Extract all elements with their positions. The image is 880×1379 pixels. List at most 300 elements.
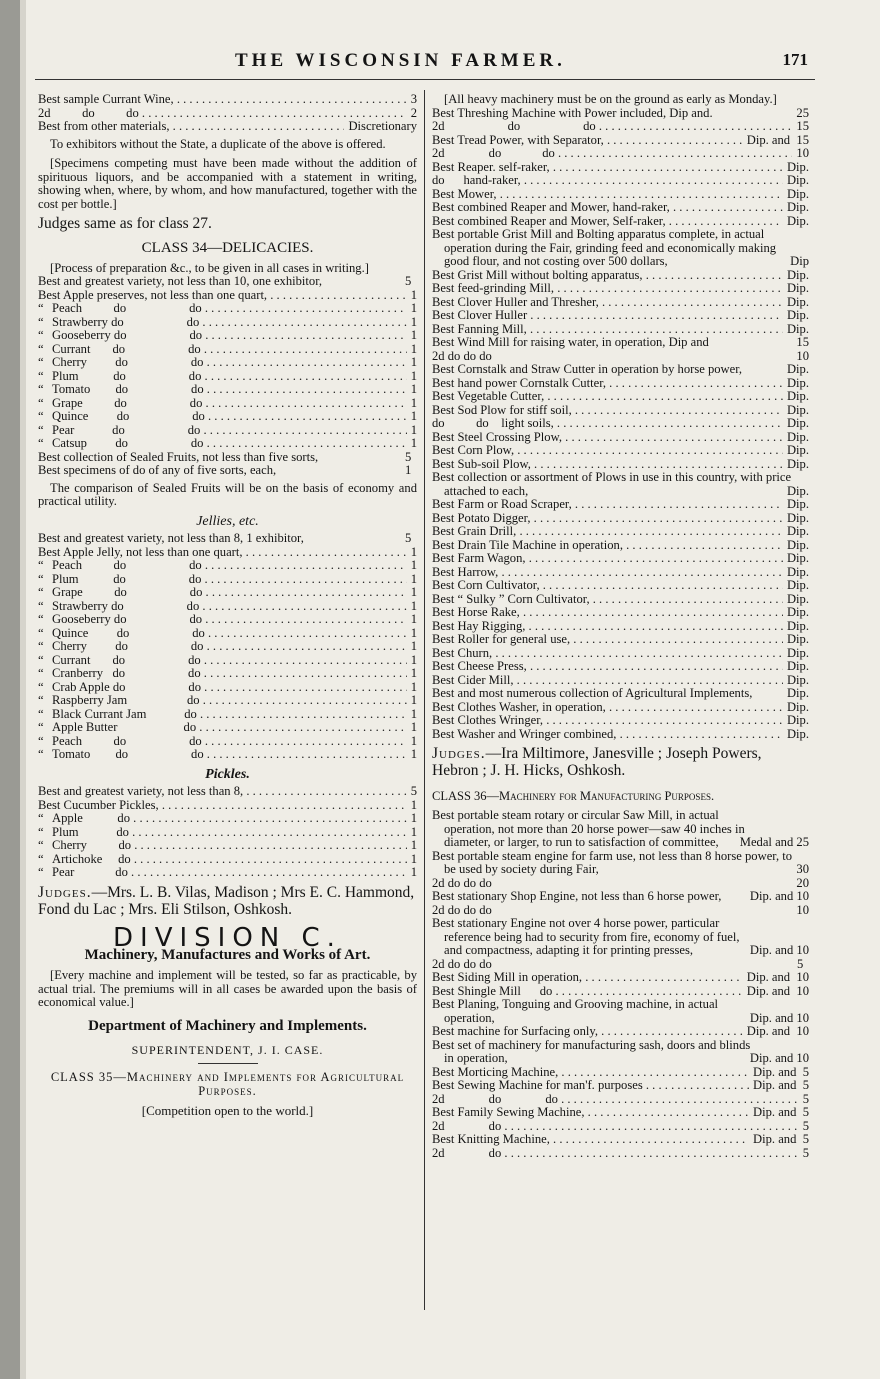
ditto-mark: “ xyxy=(38,866,44,879)
premium-label: Best Farm or Road Scraper, xyxy=(432,498,572,511)
premium-row xyxy=(38,424,417,438)
header-rule xyxy=(35,79,815,80)
premium-label: Best Corn Plow, xyxy=(432,444,515,457)
premium-row xyxy=(432,269,809,283)
exhibitors-note: To exhibitors without the State, a duplicate of the above is offered. xyxy=(50,136,386,151)
premium-row xyxy=(432,917,809,958)
ditto-mark: “ xyxy=(38,342,44,356)
premium-row xyxy=(432,350,809,364)
premium-row xyxy=(432,471,809,498)
premium-row xyxy=(38,640,417,654)
premium-amount: Dip. xyxy=(786,417,809,430)
premium-row xyxy=(38,785,417,799)
division-c-heading: DIVISION C. xyxy=(113,922,342,953)
ditto-mark: “ xyxy=(38,559,44,572)
premium-amount: Dip. xyxy=(786,309,809,322)
premium-row xyxy=(38,799,417,813)
premium-label: Best collection of Sealed Fruits, not less than five sorts, xyxy=(38,449,319,464)
premium-label: Grape do do xyxy=(52,396,203,410)
judges-names: —Mrs. L. B. Vilas, Madison ; Mrs E. C. Hammond, Fond du Lac ; Mrs. Eli Stilson, Oshkosh. xyxy=(38,883,415,918)
ditto-mark: “ xyxy=(38,572,44,586)
premium-row xyxy=(432,633,809,647)
premium-label: Tomato do do xyxy=(52,383,204,396)
ditto-mark: “ xyxy=(38,423,44,437)
premium-row xyxy=(432,958,809,972)
premium-row xyxy=(432,282,809,296)
premium-label: Plum do do xyxy=(52,572,202,586)
premium-row xyxy=(38,370,417,384)
division-c-note: [Every machine and implement will be tested, so far as practicable, by actual trial. The premiums will in all cases be awarded upon the basis of economical value.] xyxy=(38,968,417,1009)
premium-row xyxy=(432,985,809,999)
ditto-mark: “ xyxy=(38,410,44,423)
premium-label: Best stationary Engine not over 4 horse power, particular reference being had to security from fire, economy of fuel, and compactness, adapting it for printing presses, xyxy=(432,916,740,957)
premium-label: Best from other materials, xyxy=(38,120,170,133)
premium-amount: 1 xyxy=(410,748,417,761)
premium-label: Best Mower, xyxy=(432,187,497,201)
premium-amount: Dip. and 10 xyxy=(746,984,809,998)
premium-amount: 1 xyxy=(410,707,417,721)
premium-label: Best Planing, Tonguing and Grooving machine, in actual operation, xyxy=(432,997,719,1025)
premium-amount: Dip. and 5 xyxy=(753,1133,809,1146)
running-header xyxy=(30,50,820,74)
premium-row xyxy=(38,735,417,749)
premium-amount: Dip. and 10 xyxy=(746,1025,809,1038)
premium-row xyxy=(432,134,809,148)
premium-row xyxy=(38,289,417,303)
premium-row xyxy=(38,397,417,411)
premium-label: Best Farm Wagon, xyxy=(432,552,526,565)
premium-label: Best feed-grinding Mill, xyxy=(432,282,555,295)
pickles-heading: Pickles. xyxy=(205,766,250,782)
premium-label: Raspberry Jam do xyxy=(52,694,200,707)
premium-row xyxy=(38,546,417,560)
premium-label: Catsup do do xyxy=(52,437,204,450)
premium-row xyxy=(432,525,809,539)
premium-row xyxy=(38,559,417,573)
premium-label: Best Sod Plow for stiff soil, xyxy=(432,403,572,417)
premium-amount: 1 xyxy=(410,423,417,437)
premium-label: Cherry do xyxy=(52,839,132,852)
premium-row xyxy=(432,714,809,728)
premium-row xyxy=(38,721,417,735)
premium-label: Best Wind Mill for raising water, in operation, Dip and xyxy=(432,335,709,349)
premium-label: Best hand power Cornstalk Cutter, xyxy=(432,376,607,390)
wine-premium-list xyxy=(38,93,417,134)
ditto-mark: “ xyxy=(38,653,44,667)
premium-label: Best Apple preserves, not less than one quart, xyxy=(38,288,268,302)
premium-label: Best Harrow, xyxy=(432,565,499,579)
premium-amount: 2 xyxy=(410,106,417,120)
left-column xyxy=(38,93,417,1124)
premium-row xyxy=(432,336,809,350)
premium-label: Best Clover Huller and Thresher, xyxy=(432,295,599,309)
premium-row xyxy=(432,309,809,323)
premium-label: 2d do xyxy=(432,1119,502,1133)
premium-label: Best set of machinery for manufacturing sash, doors and blinds in operation, xyxy=(432,1037,751,1065)
premium-amount: 10 xyxy=(796,147,809,160)
premium-amount: Dip. xyxy=(786,525,809,538)
premium-row xyxy=(38,866,417,880)
judges-pickles xyxy=(38,884,417,918)
premium-label: Peach do do xyxy=(52,302,202,315)
premium-row xyxy=(432,363,809,377)
premium-row xyxy=(432,660,809,674)
premium-label: Apple Butter do xyxy=(52,721,197,734)
premium-row xyxy=(432,904,809,918)
premium-row xyxy=(38,627,417,641)
ditto-mark: “ xyxy=(38,852,44,866)
premium-amount: 30 xyxy=(796,862,809,876)
premium-label: Currant do do xyxy=(52,342,201,356)
premium-label: Best combined Reaper and Mower, hand-raker, xyxy=(432,201,670,214)
class-35-premium-list xyxy=(432,107,809,742)
premium-amount: 1 xyxy=(410,680,417,694)
premium-label: Best Fanning Mill, xyxy=(432,322,527,336)
premium-amount: 5 xyxy=(802,1092,809,1106)
premium-row xyxy=(38,383,417,397)
premium-label: Best Family Sewing Machine, xyxy=(432,1106,585,1119)
premium-amount: 3 xyxy=(410,93,417,106)
premium-label: Best specimens of do of any of five sorts, each, xyxy=(38,463,277,477)
premium-row xyxy=(38,437,417,451)
premium-label: Best Threshing Machine with Power included, Dip and. xyxy=(432,105,713,120)
premium-label: Best Washer and Wringer combined, xyxy=(432,727,617,741)
premium-label: Best Grist Mill without bolting apparatus, xyxy=(432,268,643,282)
premium-amount: 20 xyxy=(796,875,809,890)
premium-row xyxy=(38,600,417,614)
page-edge-shadow xyxy=(20,0,26,1379)
premium-amount: Dip. xyxy=(786,483,809,498)
premium-amount: Dip. xyxy=(786,214,809,228)
premium-amount: Discretionary xyxy=(348,120,417,133)
premium-amount: 1 xyxy=(410,721,417,734)
premium-label: do hand-raker, xyxy=(432,174,521,187)
judges-label: Judges. xyxy=(38,883,92,901)
premium-label: Best Shingle Mill do xyxy=(432,984,553,998)
premium-amount: 25 xyxy=(796,105,809,120)
premium-row xyxy=(432,1025,809,1039)
premium-amount: 1 xyxy=(410,437,417,450)
premium-row xyxy=(432,566,809,580)
premium-amount: 1 xyxy=(410,599,417,613)
premium-row xyxy=(432,593,809,607)
premium-row xyxy=(432,701,809,715)
premium-amount: Dip. xyxy=(786,444,809,457)
premium-label: Peach do do xyxy=(52,734,202,748)
sealed-fruits-note: The comparison of Sealed Fruits will be on the basis of economy and practical utility. xyxy=(38,480,417,508)
premium-label: Best Potato Digger, xyxy=(432,511,531,525)
premium-amount: Dip. xyxy=(786,362,809,376)
premium-label: Best Hay Rigging, xyxy=(432,619,526,633)
premium-row xyxy=(432,674,809,688)
premium-row xyxy=(432,1147,809,1161)
premium-amount: Dip. xyxy=(786,390,809,403)
premium-amount: Dip. xyxy=(786,187,809,201)
premium-amount: Dip. xyxy=(786,295,809,309)
premium-row xyxy=(432,687,809,701)
premium-row xyxy=(432,647,809,661)
premium-label: Best Clover Huller xyxy=(432,309,528,322)
heavy-machinery-note: [All heavy machinery must be on the ground as early as Monday.] xyxy=(444,92,777,106)
ditto-mark: “ xyxy=(38,369,44,383)
specimens-note: [Specimens competing must have been made without the addition of spirituous liquors, and be accompanied with a statement in writing, showing when, where, by whom, and how manufactured, together with the cost per bottle.] xyxy=(38,156,417,211)
premium-row xyxy=(432,998,809,1025)
premium-row xyxy=(38,573,417,587)
premium-amount: 1 xyxy=(410,694,417,707)
premium-amount: Dip. xyxy=(786,268,809,282)
premium-amount: 1 xyxy=(410,545,417,559)
premium-label: Best Apple Jelly, not less than one quart, xyxy=(38,545,243,559)
premium-amount: Dip. xyxy=(786,430,809,444)
premium-amount: 1 xyxy=(410,356,417,369)
premium-row xyxy=(38,356,417,370)
premium-label: Best Morticing Machine, xyxy=(432,1065,559,1079)
premium-label: Best Cucumber Pickles, xyxy=(38,798,159,812)
premium-amount: Dip. and 15 xyxy=(746,133,809,147)
premium-row xyxy=(432,107,809,121)
premium-row xyxy=(432,161,809,175)
ditto-mark: “ xyxy=(38,586,44,599)
premium-label: Black Currant Jam do xyxy=(52,707,197,721)
premium-amount: 1 xyxy=(410,839,417,852)
premium-label: Best and greatest variety, not less than 10, one exhibitor, xyxy=(38,274,323,288)
premium-amount: 5 xyxy=(802,1146,809,1160)
premium-label: Grape do do xyxy=(52,586,203,599)
ditto-mark: “ xyxy=(38,748,44,761)
judges-label: Judges. xyxy=(432,745,486,762)
premium-row xyxy=(38,532,417,546)
premium-row xyxy=(432,390,809,404)
premium-amount: 1 xyxy=(410,734,417,748)
premium-label: Best sample Currant Wine, xyxy=(38,93,174,106)
page-edge-left xyxy=(0,0,20,1379)
premium-row xyxy=(38,302,417,316)
premium-amount: Dip. xyxy=(786,511,809,525)
premium-label: Best stationary Shop Engine, not less than 6 horse power, xyxy=(432,889,722,903)
premium-row xyxy=(38,708,417,722)
premium-label: Pear do do xyxy=(52,423,201,437)
superintendent-line: SUPERINTENDENT, J. I. CASE. xyxy=(131,1042,324,1057)
premium-row xyxy=(432,417,809,431)
premium-amount: 1 xyxy=(410,667,417,680)
premium-label: 2d do do do xyxy=(432,348,492,363)
premium-amount: Dip. xyxy=(786,322,809,336)
premium-row xyxy=(38,343,417,357)
premium-label: Cherry do do xyxy=(52,356,204,369)
premium-label: Strawberry do do xyxy=(52,599,200,613)
premium-amount: Dip. xyxy=(786,579,809,592)
premium-amount: Dip. xyxy=(786,403,809,417)
class-35-note: [Competition open to the world.] xyxy=(141,1103,314,1118)
premium-amount: 5 xyxy=(405,274,412,288)
premium-row xyxy=(432,552,809,566)
premium-label: Strawberry do do xyxy=(52,315,200,329)
premium-row xyxy=(38,681,417,695)
premium-amount: Dip. xyxy=(786,633,809,646)
premium-label: Best Sewing Machine for man'f. purposes xyxy=(432,1079,643,1092)
premium-label: 2d do do do xyxy=(432,956,492,971)
premium-label: Best portable steam rotary or circular Saw Mill, in actual operation, not more than 20 horse power—saw 40 inches in diameter, or larger, to run to satisfaction of committee, xyxy=(432,808,745,849)
premium-amount: Dip. xyxy=(786,673,809,687)
premium-row xyxy=(432,877,809,891)
class-36-premium-list xyxy=(432,809,809,1160)
premium-row xyxy=(432,1093,809,1107)
premium-row xyxy=(432,498,809,512)
premium-amount: 1 xyxy=(410,288,417,302)
premium-amount: Dip. and 5 xyxy=(753,1079,809,1092)
ditto-mark: “ xyxy=(38,383,44,396)
premium-label: Best Cornstalk and Straw Cutter in operation by horse power, xyxy=(432,362,743,376)
premium-amount: Dip xyxy=(790,254,809,268)
ditto-mark: “ xyxy=(38,356,44,369)
premium-row xyxy=(432,606,809,620)
premium-label: Best and most numerous collection of Agricultural Implements, xyxy=(432,686,753,700)
ditto-mark: “ xyxy=(38,812,44,825)
ditto-mark: “ xyxy=(38,613,44,626)
premium-label: Best Roller for general use, xyxy=(432,633,571,646)
premium-row xyxy=(38,93,417,107)
premium-amount: 1 xyxy=(410,798,417,812)
class-34-note: [Process of preparation &c., to be given in all cases in writing.] xyxy=(50,260,369,275)
premium-amount: 1 xyxy=(410,866,417,879)
premium-label: Best Knitting Machine, xyxy=(432,1133,550,1146)
ditto-mark: “ xyxy=(38,437,44,450)
premium-amount: Dip. xyxy=(786,376,809,390)
premium-label: Currant do do xyxy=(52,653,201,667)
premium-amount: 1 xyxy=(410,586,417,599)
premium-amount: 1 xyxy=(410,369,417,383)
ditto-mark: “ xyxy=(38,839,44,852)
premium-label: Cranberry do do xyxy=(52,667,201,680)
premium-amount: Dip. xyxy=(786,686,809,700)
premium-label: Best Corn Cultivator, xyxy=(432,579,540,592)
premium-amount: 1 xyxy=(410,302,417,315)
premium-row xyxy=(38,464,417,478)
premium-row xyxy=(432,147,809,161)
premium-label: Pear do xyxy=(52,866,128,879)
premium-amount: 1 xyxy=(410,329,417,342)
premium-row xyxy=(432,620,809,634)
premium-row xyxy=(432,120,809,134)
premium-label: Quince do do xyxy=(52,410,205,423)
premium-label: 2d do do do xyxy=(432,902,492,917)
judges-class-27: Judges same as for class 27. xyxy=(38,215,212,232)
jellies-premium-list xyxy=(38,532,417,762)
ditto-mark: “ xyxy=(38,599,44,613)
division-c-subtitle: Machinery, Manufactures and Works of Art. xyxy=(84,947,371,963)
premium-row xyxy=(432,539,809,553)
premium-row xyxy=(432,809,809,850)
ditto-mark: “ xyxy=(38,302,44,315)
premium-label: Best machine for Surfacing only, xyxy=(432,1025,599,1038)
premium-row xyxy=(432,404,809,418)
premium-amount: Dip. xyxy=(786,282,809,295)
premium-row xyxy=(432,1039,809,1066)
ditto-mark: “ xyxy=(38,694,44,707)
premium-label: Best Cider Mill, xyxy=(432,673,514,687)
premium-amount: 1 xyxy=(410,559,417,572)
premium-label: Tomato do do xyxy=(52,748,204,761)
premium-row xyxy=(432,890,809,904)
premium-amount: 1 xyxy=(410,613,417,626)
premium-row xyxy=(38,410,417,424)
premium-row xyxy=(432,296,809,310)
premium-row xyxy=(38,275,417,289)
premium-row xyxy=(38,107,417,121)
premium-label: Best Grain Drill, xyxy=(432,525,517,538)
premium-row xyxy=(38,120,417,134)
ditto-mark: “ xyxy=(38,396,44,410)
premium-row xyxy=(432,201,809,215)
premium-amount: Dip. and 5 xyxy=(753,1065,809,1079)
premium-amount: Dip. xyxy=(786,727,809,741)
premium-amount: Dip. xyxy=(786,646,809,660)
premium-label: Gooseberry do do xyxy=(52,613,203,626)
premium-amount: 1 xyxy=(410,812,417,825)
premium-amount: Dip. xyxy=(786,174,809,187)
premium-row xyxy=(38,812,417,826)
premium-amount: Dip. xyxy=(786,619,809,633)
premium-amount: Dip. xyxy=(786,160,809,174)
premium-amount: 5 xyxy=(410,785,417,798)
premium-row xyxy=(38,748,417,762)
ditto-mark: “ xyxy=(38,721,44,734)
class-36-heading: CLASS 36—Machinery for Manufacturing Purposes. xyxy=(432,789,715,803)
premium-amount: Dip. xyxy=(786,457,809,471)
premium-row xyxy=(432,228,809,269)
premium-label: Best Tread Power, with Separator, xyxy=(432,133,604,147)
premium-amount: Dip. xyxy=(786,201,809,214)
judges-names: —Ira Miltimore, Janesville ; Joseph Powers, Hebron ; J. H. Hicks, Oshkosh. xyxy=(432,745,762,779)
premium-amount: 1 xyxy=(410,626,417,640)
premium-label: 2d do do xyxy=(432,120,596,133)
premium-label: Plum do xyxy=(52,825,129,839)
premium-label: Gooseberry do do xyxy=(52,329,203,342)
premium-amount: 5 xyxy=(797,956,804,971)
premium-row xyxy=(432,431,809,445)
class-35-heading: CLASS 35—Machinery and Implements for Agricultural Purposes. xyxy=(50,1070,405,1098)
premium-row xyxy=(38,826,417,840)
premium-label: Best Drain Tile Machine in operation, xyxy=(432,538,623,552)
page-number: 171 xyxy=(782,50,808,69)
premium-amount: Dip. xyxy=(786,660,809,673)
premium-amount: 1 xyxy=(410,315,417,329)
premium-amount: 1 xyxy=(410,852,417,866)
premium-label: Peach do do xyxy=(52,559,202,572)
premium-row xyxy=(38,853,417,867)
premium-amount: Dip. xyxy=(786,606,809,619)
premium-label: do do light soils, xyxy=(432,417,554,430)
class-34-premium-list xyxy=(38,275,417,478)
premium-label: Best Siding Mill in operation, xyxy=(432,971,583,984)
class-34-heading: CLASS 34—DELICACIES. xyxy=(141,240,314,256)
premium-row xyxy=(38,613,417,627)
premium-label: Best Cheese Press, xyxy=(432,660,527,673)
ditto-mark: “ xyxy=(38,825,44,839)
ditto-mark: “ xyxy=(38,329,44,342)
premium-row xyxy=(432,377,809,391)
premium-row xyxy=(432,971,809,985)
premium-amount: 15 xyxy=(796,120,809,133)
premium-row xyxy=(38,667,417,681)
premium-row xyxy=(432,1066,809,1080)
ditto-mark: “ xyxy=(38,707,44,721)
premium-amount: Dip. and 10 xyxy=(749,1010,809,1025)
premium-label: Cherry do do xyxy=(52,640,204,653)
premium-row xyxy=(432,323,809,337)
premium-label: Artichoke do xyxy=(52,852,131,866)
ditto-mark: “ xyxy=(38,734,44,748)
